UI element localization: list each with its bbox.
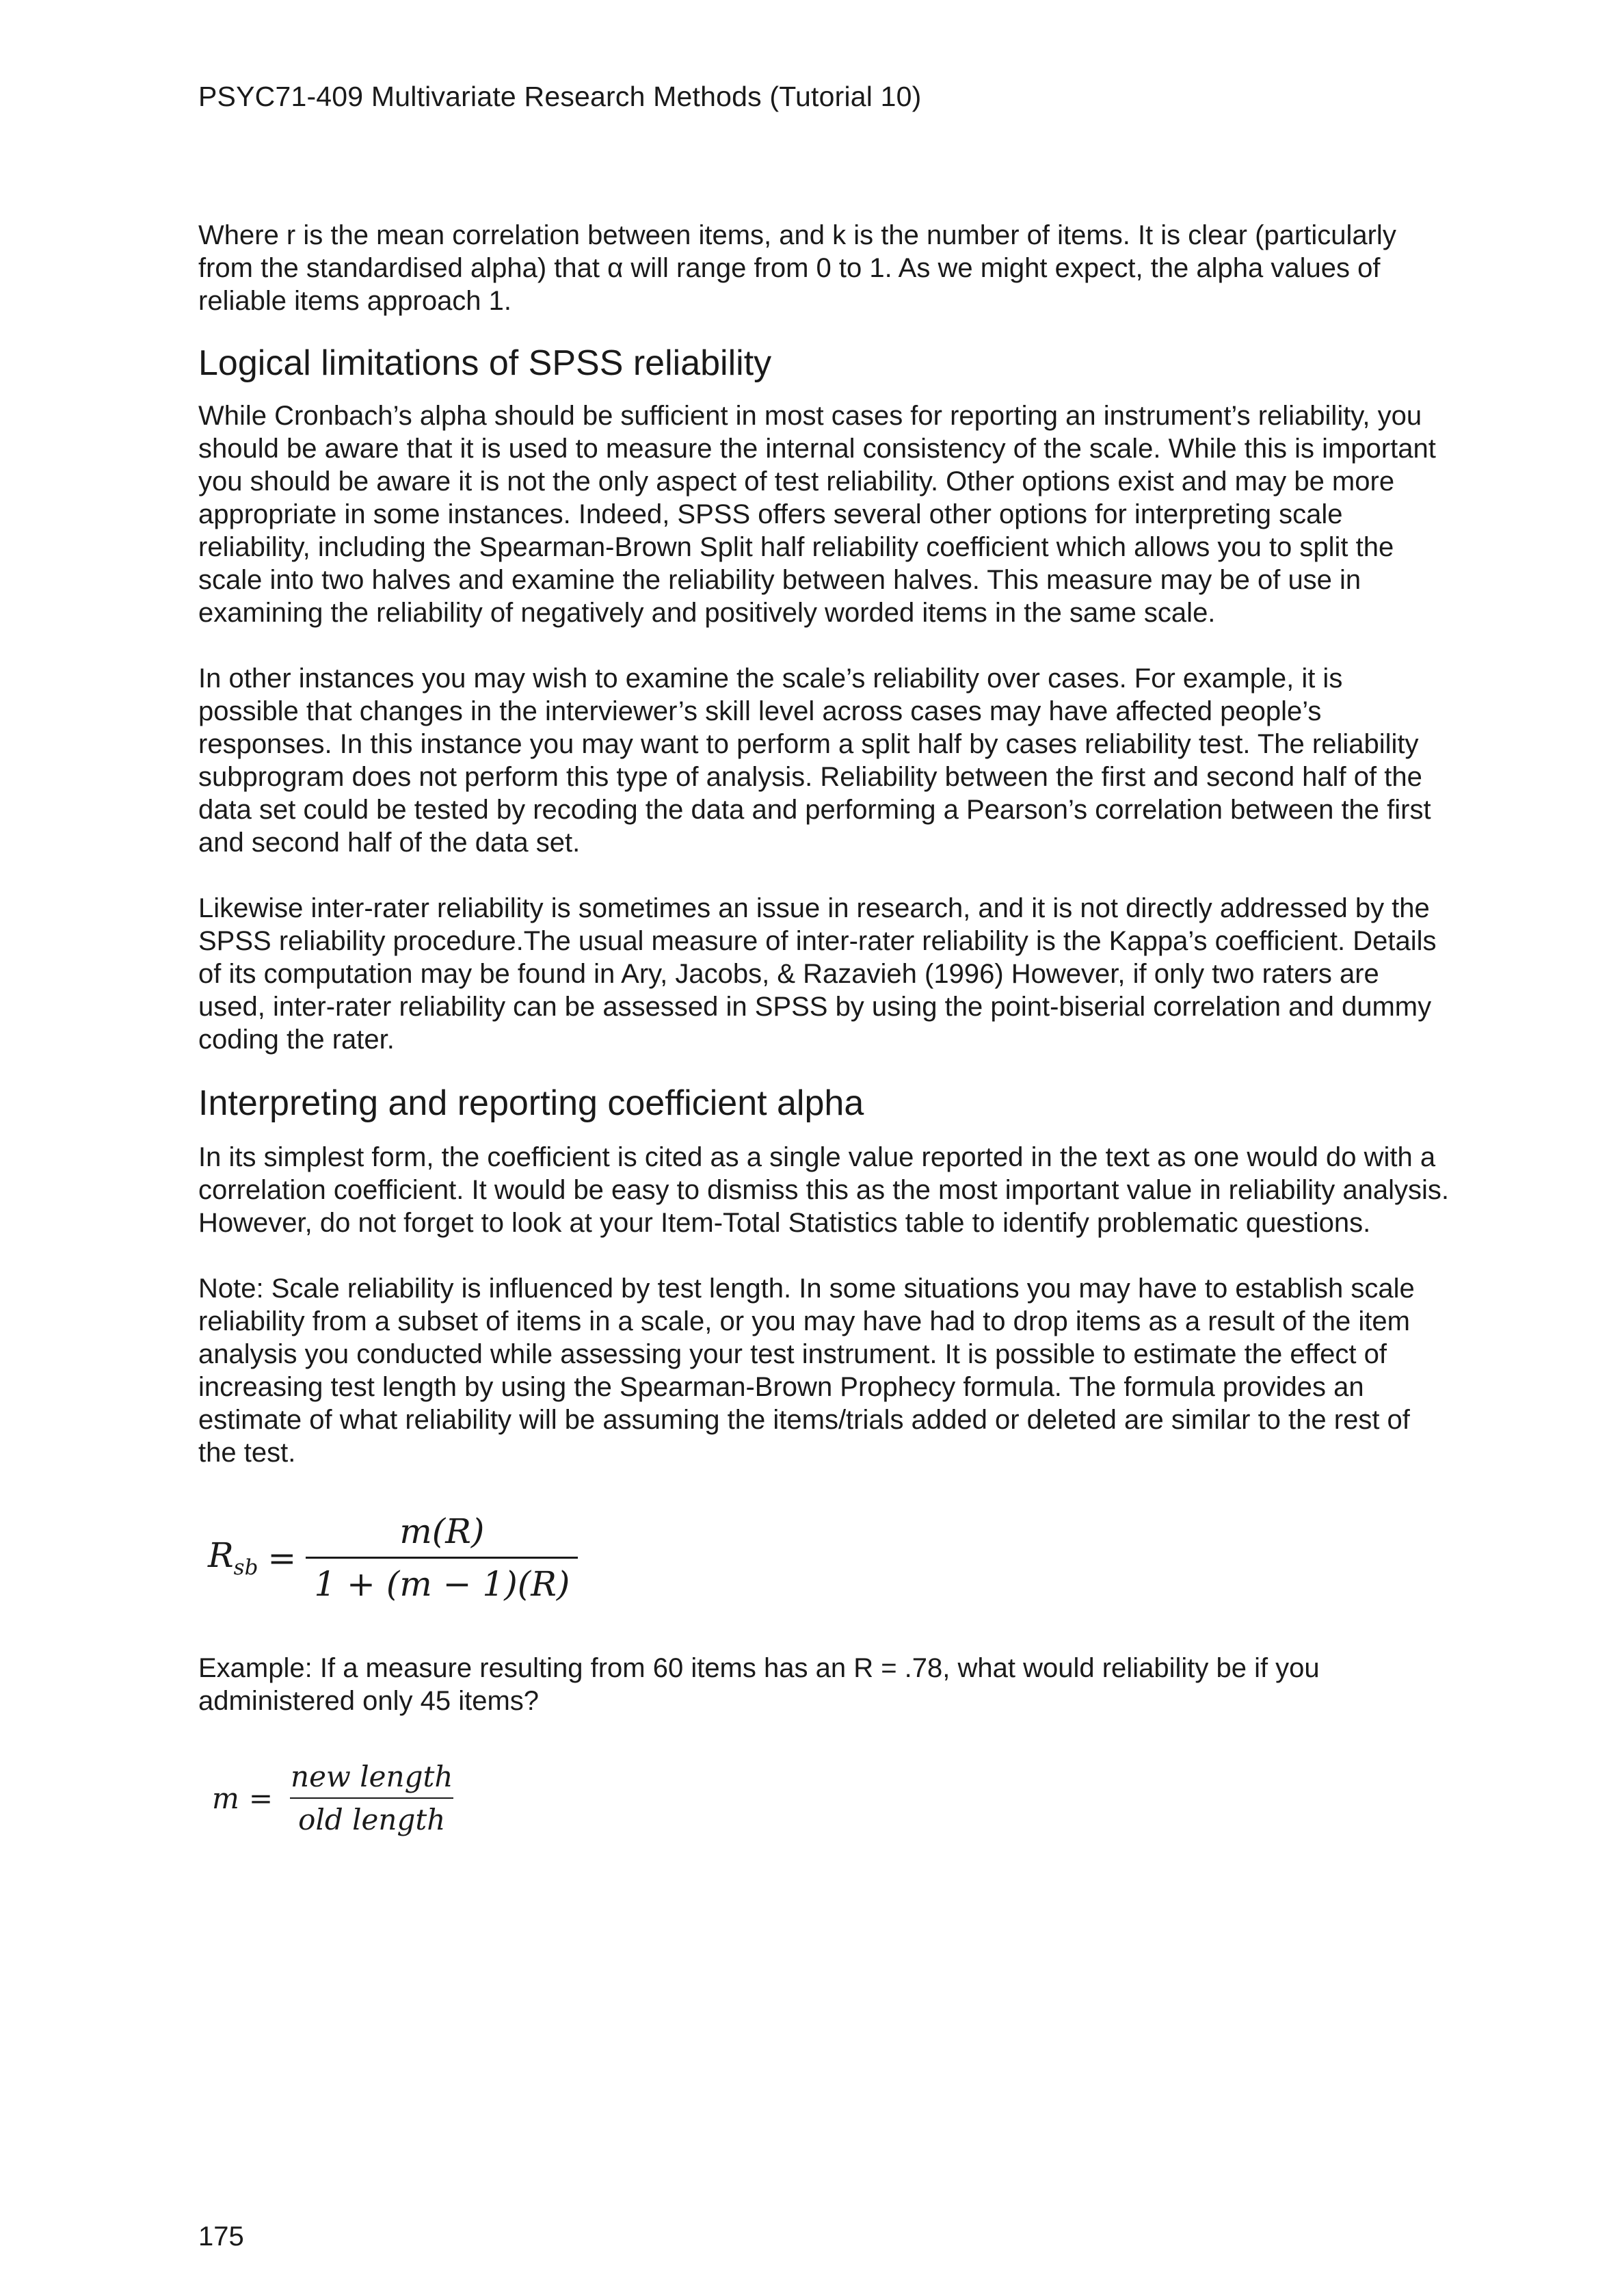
fraction: [306, 1512, 578, 1604]
paragraph: While Cronbach’s alpha should be sufficient in most cases for reporting an instrument’s reliability, you should be aware that it is used to measure the internal consistency of the scale. While this is important you should be aware it is not the only aspect of test reliability. Other options exist and may be more appropriate in some instances. Indeed, SPSS offers several other options for interpreting scale reliability, including the Spearman-Brown Split half reliability coefficient which allows you to split the scale into two halves and examine the reliability between halves. This measure may be of use in examining the reliability of negatively and positively worded items in the same scale.: [198, 401, 1436, 628]
spearman-brown-formula: [208, 1512, 1450, 1604]
denominator: old length: [290, 1797, 453, 1836]
example-paragraph: Example: If a measure resulting from 60 items has an R = .78, what would reliability be if you administered only 45 items?: [198, 1653, 1320, 1716]
numerator: new length: [291, 1760, 453, 1793]
paragraph: In its simplest form, the coefficient is cited as a single value reported in the text as one would do with a correlation coefficient. It would be easy to dismiss this as the most important value in reliability analysis. However, do not forget to look at your Item-Total Statistics table to identify problematic questions.: [198, 1142, 1449, 1238]
page-body: [198, 219, 1450, 1836]
formula-lhs: m: [212, 1781, 239, 1815]
numerator: m(R): [399, 1512, 485, 1551]
paragraph: Likewise inter-rater reliability is sometimes an issue in research, and it is not directly addressed by the SPSS reliability procedure.The usual measure of inter-rater reliability is the Kappa’s coefficient. Details of its computation may be found in Ary, Jacobs, & Razavieh (1996) However, if only two raters are used, inter-rater reliability can be assessed in SPSS by using the point-biserial correlation and dummy coding the rater.: [198, 893, 1437, 1055]
equals-sign: =: [248, 1781, 274, 1815]
page-number: 175: [198, 2221, 244, 2252]
formula-lhs-subscript: sb: [233, 1555, 258, 1580]
formula-lhs: $R_{sb}$: [208, 1535, 258, 1580]
fraction: [282, 1760, 461, 1836]
intro-paragraph: Where r is the mean correlation between items, and k is the number of items. It is clear (particularly from the standardised alpha) that α will range from 0 to 1. As we might expect, the alpha values of reliable items approach 1.: [198, 220, 1396, 316]
paragraph: In other instances you may wish to examine the scale’s reliability over cases. For example, it is possible that changes in the interviewer’s skill level across cases may have affected people’s responses. In this instance you may want to perform a split half by cases reliability test. The reliability subprogram does not perform this type of analysis. Reliability between the first and second half of the data set could be tested by recoding the data and performing a Pearson’s correlation between the first and second half of the data set.: [198, 663, 1431, 858]
equals-sign: =: [267, 1538, 297, 1578]
denominator: 1 + (m − 1)(R): [306, 1557, 578, 1604]
length-ratio-formula: [212, 1760, 1450, 1836]
paragraph: Note: Scale reliability is influenced by test length. In some situations you may have to establish scale reliability from a subset of items in a scale, or you may have had to drop items as a result of the item analysis you conducted while assessing your test instrument. It is possible to estimate the effect of increasing test length by using the Spearman-Brown Prophecy formula. The formula provides an estimate of what reliability will be assuming the items/trials added or deleted are similar to the rest of the test.: [198, 1274, 1415, 1468]
section-heading-interpreting: Interpreting and reporting coefficient alpha: [198, 1083, 864, 1123]
section-heading-limitations: Logical limitations of SPSS reliability: [198, 343, 772, 383]
running-header: PSYC71-409 Multivariate Research Methods (Tutorial 10): [198, 81, 922, 112]
